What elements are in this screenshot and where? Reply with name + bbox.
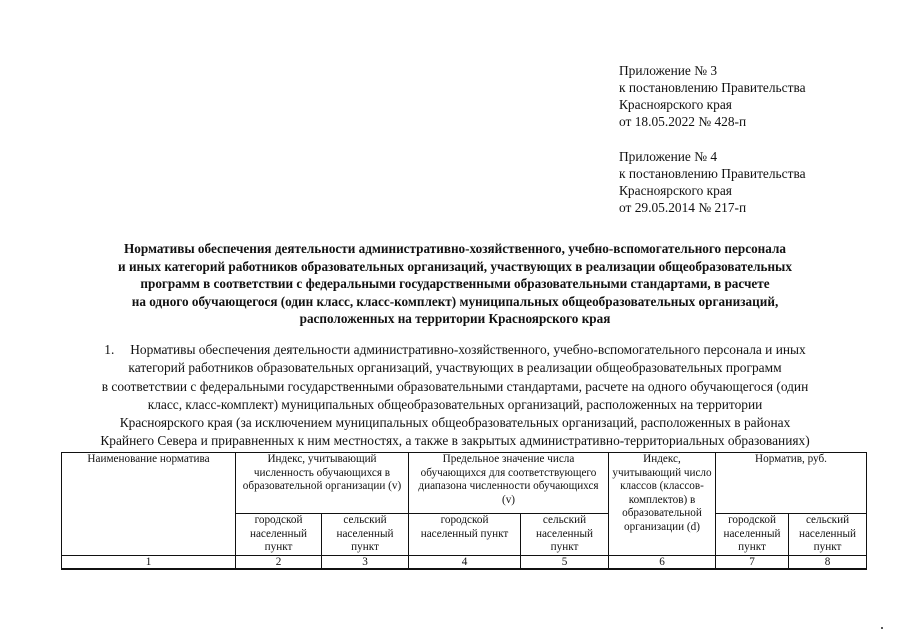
column-number: 5 bbox=[521, 555, 609, 569]
section-line3: в соответствии с федеральными государственными образовательными стандартами, расчете на одного обучающегося (один bbox=[101, 378, 809, 394]
column-number: 8 bbox=[789, 555, 867, 569]
subheader-rural: сельский населенный пункт bbox=[322, 514, 409, 556]
header-norm-name: Наименование норматива bbox=[62, 453, 236, 556]
column-number: 4 bbox=[409, 555, 521, 569]
normatives-table bbox=[61, 452, 867, 570]
column-number: 2 bbox=[236, 555, 322, 569]
appendix-3-line3: Красноярского края bbox=[619, 97, 732, 112]
section-line2: категорий работников образовательных организаций, участвующих в реализации общеобразовательных программ bbox=[128, 360, 782, 376]
column-number: 3 bbox=[322, 555, 409, 569]
header-pupil-index: Индекс, учитывающий численность обучающихся в образовательной организации (v) bbox=[236, 453, 409, 514]
title-line2: и иных категорий работников образовательных организаций, участвующих в реализации общеобразовательных bbox=[118, 258, 792, 274]
header-class-index: Индекс, учитывающий число классов (классов-комплектов) в образовательной организации (d) bbox=[609, 453, 716, 556]
subheader-rural-limit: сельский населенный пункт bbox=[521, 514, 609, 556]
appendix-3-header bbox=[619, 62, 806, 130]
section-line6: Крайнего Севера и приравненных к ним местностях, а также в закрытых административно-территориальных образованиях) bbox=[100, 433, 810, 449]
header-norm-rub: Норматив, руб. bbox=[716, 453, 867, 514]
appendix-4-line4: от 29.05.2014 № 217-п bbox=[619, 200, 747, 215]
document-title bbox=[60, 240, 850, 328]
appendix-4-header bbox=[619, 148, 806, 216]
column-number: 7 bbox=[716, 555, 789, 569]
subheader-city: городской населенный пункт bbox=[236, 514, 322, 556]
column-number: 1 bbox=[62, 555, 236, 569]
section-line1: Нормативы обеспечения деятельности административно-хозяйственного, учебно-вспомогательного персонала и иных bbox=[130, 342, 806, 357]
title-line1: Нормативы обеспечения деятельности административно-хозяйственного, учебно-вспомогательного персонала bbox=[124, 241, 786, 256]
appendix-4-line2: к постановлению Правительства bbox=[619, 166, 806, 181]
appendix-4-line1: Приложение № 4 bbox=[619, 149, 718, 164]
header-limit-value: Предельное значение числа обучающихся для соответствующего диапазона численности обучающихся (v) bbox=[409, 453, 609, 514]
column-number: 6 bbox=[609, 555, 716, 569]
subheader-city-limit: городской населенный пункт bbox=[409, 514, 521, 556]
appendix-3-line1: Приложение № 3 bbox=[619, 63, 718, 78]
subheader-city-norm: городской населенный пункт bbox=[716, 514, 789, 556]
section-number: 1. bbox=[104, 342, 115, 357]
subheader-rural-norm: сельский населенный пункт bbox=[789, 514, 867, 556]
appendix-3-line4: от 18.05.2022 № 428-п bbox=[619, 114, 747, 129]
section-1-heading bbox=[60, 341, 850, 451]
title-line3: программ в соответствии с федеральными государственными образовательными стандартами, в расчете bbox=[140, 276, 770, 291]
title-line4: на одного обучающегося (один класс, класс-комплект) муниципальных общеобразовательных организаций, bbox=[131, 293, 779, 309]
appendix-4-line3: Красноярского края bbox=[619, 183, 732, 198]
scan-speck bbox=[881, 627, 883, 629]
appendix-3-line2: к постановлению Правительства bbox=[619, 80, 806, 95]
section-line5: Красноярского края (за исключением муниципальных общеобразовательных организаций, расположенных в районах bbox=[119, 415, 791, 431]
section-line4: класс, класс-комплект) муниципальных общеобразовательных организаций, расположенных на территории bbox=[147, 396, 763, 412]
title-line5: расположенных на территории Красноярского края bbox=[299, 311, 611, 326]
